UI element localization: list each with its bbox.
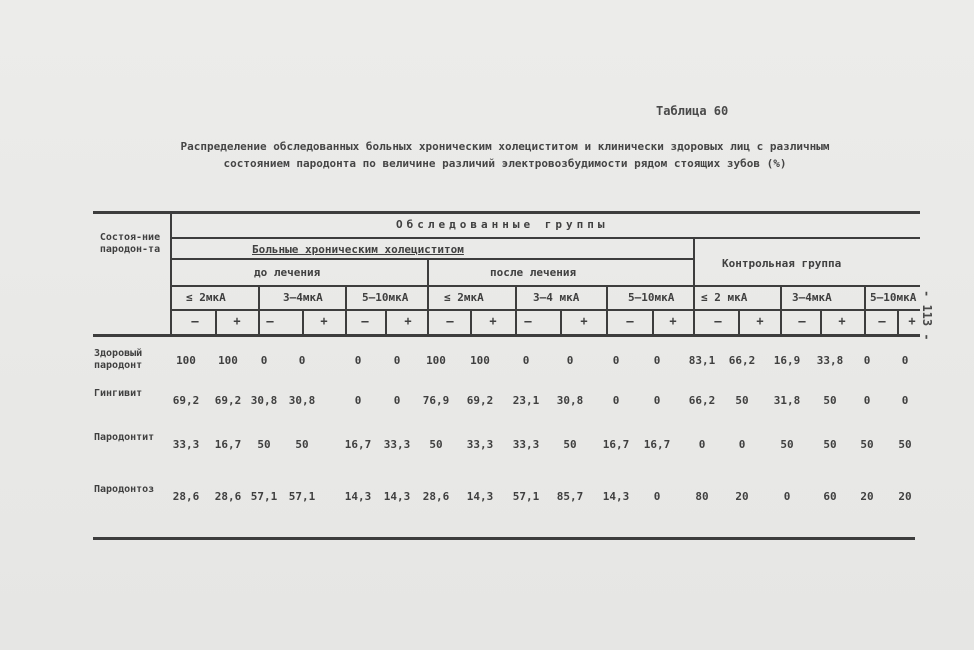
table-cell: 0 xyxy=(566,354,574,367)
range-header: 5–10мкА xyxy=(628,291,675,304)
table-cell: 100 xyxy=(176,354,196,367)
table-cell: 0 xyxy=(901,394,909,407)
page-number: - 113 - xyxy=(920,290,934,341)
table-cell: 100 xyxy=(470,354,490,367)
minus-sign: – xyxy=(191,314,199,328)
plus-sign: + xyxy=(404,314,412,328)
table-cell: 0 xyxy=(738,438,746,451)
range-header: 3–4 мкА xyxy=(533,291,580,304)
table-cell: 100 xyxy=(426,354,446,367)
rule-under-groups xyxy=(172,237,920,239)
examined-groups-header: Обследованные группы xyxy=(396,218,609,231)
table-cell: 20 xyxy=(860,490,874,503)
table-cell: 0 xyxy=(653,394,661,407)
table-cell: 50 xyxy=(257,438,271,451)
table-cell: 60 xyxy=(823,490,837,503)
plus-sign: + xyxy=(580,314,588,328)
sign-divider xyxy=(302,311,304,335)
table-number-label: Таблица 60 xyxy=(656,104,729,118)
before-after-divider xyxy=(427,259,429,335)
row-label: Здоровый пародонт xyxy=(94,348,143,371)
table-cell: 66,2 xyxy=(688,394,716,407)
table-cell: 23,1 xyxy=(512,394,540,407)
table-cell: 50 xyxy=(295,438,309,451)
table-cell: 0 xyxy=(298,354,306,367)
table-cell: 0 xyxy=(522,354,530,367)
table-cell: 30,8 xyxy=(250,394,278,407)
sign-divider xyxy=(385,311,387,335)
minus-sign: – xyxy=(798,314,806,328)
table-cell: 16,7 xyxy=(214,438,242,451)
table-cell: 50 xyxy=(780,438,794,451)
range-header: 5–10мкА xyxy=(362,291,409,304)
range-divider xyxy=(515,287,517,335)
table-cell: 50 xyxy=(823,438,837,451)
table-cell: 57,1 xyxy=(512,490,540,503)
range-header: ≤ 2мкА xyxy=(186,291,226,304)
minus-sign: – xyxy=(714,314,722,328)
table-cell: 0 xyxy=(612,354,620,367)
sign-divider xyxy=(560,311,562,335)
table-cell: 16,7 xyxy=(602,438,630,451)
range-divider xyxy=(780,287,782,335)
table-cell: 50 xyxy=(429,438,443,451)
table-cell: 85,7 xyxy=(556,490,584,503)
minus-sign: – xyxy=(524,314,532,328)
table-cell: 0 xyxy=(783,490,791,503)
table-cell: 14,3 xyxy=(383,490,411,503)
sign-divider xyxy=(897,311,899,335)
table-cell: 69,2 xyxy=(172,394,200,407)
table-cell: 28,6 xyxy=(214,490,242,503)
table-cell: 50 xyxy=(563,438,577,451)
range-divider xyxy=(606,287,608,335)
minus-sign: – xyxy=(266,314,274,328)
table-cell: 20 xyxy=(898,490,912,503)
range-divider xyxy=(864,287,866,335)
table-cell: 14,3 xyxy=(344,490,372,503)
patients-control-divider xyxy=(693,239,695,335)
before-treatment-header: до лечения xyxy=(254,266,321,279)
table-cell: 0 xyxy=(354,394,362,407)
minus-sign: – xyxy=(878,314,886,328)
table-cell: 57,1 xyxy=(250,490,278,503)
table-cell: 0 xyxy=(260,354,268,367)
sign-divider xyxy=(470,311,472,335)
table-cell: 69,2 xyxy=(466,394,494,407)
range-header: 3–4мкА xyxy=(792,291,832,304)
table-cell: 28,6 xyxy=(422,490,450,503)
after-treatment-header: после лечения xyxy=(490,266,577,279)
range-header: ≤ 2мкА xyxy=(444,291,484,304)
table-cell: 0 xyxy=(393,354,401,367)
row-label: Пародонтоз xyxy=(94,484,155,495)
plus-sign: + xyxy=(320,314,328,328)
range-header: 3–4мкА xyxy=(283,291,323,304)
table-cell: 50 xyxy=(860,438,874,451)
table-cell: 0 xyxy=(354,354,362,367)
table-cell: 0 xyxy=(612,394,620,407)
plus-sign: + xyxy=(908,314,916,328)
range-header: ≤ 2 мкА xyxy=(701,291,748,304)
table-cell: 30,8 xyxy=(556,394,584,407)
table-cell: 50 xyxy=(823,394,837,407)
sign-divider xyxy=(738,311,740,335)
sign-divider xyxy=(652,311,654,335)
table-cell: 0 xyxy=(901,354,909,367)
table-cell: 76,9 xyxy=(422,394,450,407)
row-label: Пародонтит xyxy=(94,432,155,443)
sign-divider xyxy=(215,311,217,335)
table-cell: 33,8 xyxy=(816,354,844,367)
patients-header: Больные хроническим холециститом xyxy=(252,243,464,256)
table-bottom-rule xyxy=(93,537,915,540)
table-cell: 80 xyxy=(695,490,709,503)
table-cell: 50 xyxy=(898,438,912,451)
rule-under-patients xyxy=(172,258,694,260)
table-caption: Распределение обследованных больных хроническим холециститом и клинически здоровых лиц с различным состоянием пародонта по величине различий электровозбудимости рядом стоящих зубов (%) xyxy=(180,140,830,170)
rule-under-ranges xyxy=(172,309,920,311)
sign-divider xyxy=(820,311,822,335)
table-cell: 20 xyxy=(735,490,749,503)
table-cell: 30,8 xyxy=(288,394,316,407)
table-cell: 0 xyxy=(863,354,871,367)
table-cell: 28,6 xyxy=(172,490,200,503)
rule-under-treatment xyxy=(172,285,920,287)
table-cell: 0 xyxy=(653,490,661,503)
table-cell: 33,3 xyxy=(383,438,411,451)
table-cell: 33,3 xyxy=(172,438,200,451)
table-cell: 57,1 xyxy=(288,490,316,503)
table-cell: 0 xyxy=(393,394,401,407)
range-divider xyxy=(345,287,347,335)
row-label: Гингивит xyxy=(94,388,143,399)
table-cell: 16,7 xyxy=(643,438,671,451)
table-cell: 0 xyxy=(863,394,871,407)
plus-sign: + xyxy=(756,314,764,328)
state-col-divider xyxy=(170,213,172,335)
table-cell: 0 xyxy=(698,438,706,451)
table-cell: 33,3 xyxy=(512,438,540,451)
plus-sign: + xyxy=(838,314,846,328)
table-cell: 100 xyxy=(218,354,238,367)
range-header: 5–10мкА xyxy=(870,291,917,304)
minus-sign: – xyxy=(361,314,369,328)
table-cell: 16,9 xyxy=(773,354,801,367)
plus-sign: + xyxy=(233,314,241,328)
table-cell: 69,2 xyxy=(214,394,242,407)
table-cell: 31,8 xyxy=(773,394,801,407)
table-cell: 33,3 xyxy=(466,438,494,451)
header-bottom-rule xyxy=(93,334,920,337)
table-cell: 14,3 xyxy=(466,490,494,503)
table-cell: 16,7 xyxy=(344,438,372,451)
plus-sign: + xyxy=(489,314,497,328)
table-cell: 66,2 xyxy=(728,354,756,367)
table-cell: 83,1 xyxy=(688,354,716,367)
state-column-header: Состоя-ние пародон-та xyxy=(99,232,161,255)
table-top-rule xyxy=(93,211,920,214)
table-cell: 50 xyxy=(735,394,749,407)
control-group-header: Контрольная группа xyxy=(722,257,842,270)
minus-sign: – xyxy=(626,314,634,328)
table-cell: 14,3 xyxy=(602,490,630,503)
minus-sign: – xyxy=(446,314,454,328)
table-cell: 0 xyxy=(653,354,661,367)
plus-sign: + xyxy=(669,314,677,328)
